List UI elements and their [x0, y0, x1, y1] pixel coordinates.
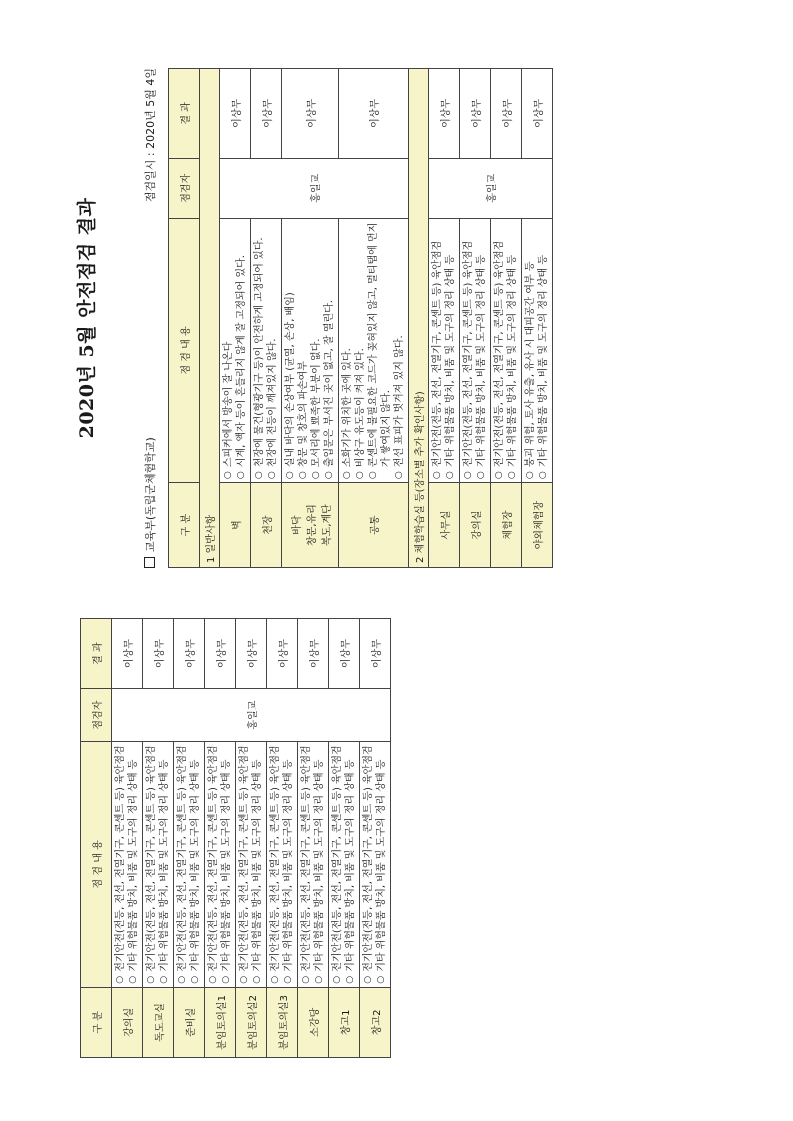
- row-result: 이상무: [143, 619, 174, 689]
- row-category: 체험장: [491, 483, 522, 568]
- table-row: [282, 69, 339, 568]
- row-content: [174, 741, 205, 987]
- header-content: 점 검 내 용: [81, 741, 112, 987]
- check-list: [362, 745, 388, 984]
- check-item: ○ 기타 위험물품 방치, 비품 및 도구의 정리 상태 등: [251, 745, 264, 984]
- table-header-row: [169, 69, 200, 568]
- row-category: 천장: [251, 483, 282, 568]
- check-item: ○ 전기안전(전등, 전선, 전열기구, 콘센트 등) 육안점검: [362, 745, 375, 984]
- section-header: [200, 69, 220, 568]
- check-item: ○ 기타 위험물품 방치, 비품 및 도구의 정리 상태 등: [444, 222, 457, 479]
- header-category: 구 분: [81, 987, 112, 1057]
- row-result: 이상무: [298, 619, 329, 689]
- inspection-table-2: [80, 618, 391, 1058]
- check-item: ○ 출입문은 부서진 곳이 없고, 잘 열린다.: [323, 222, 336, 479]
- table-row: [329, 619, 360, 1058]
- inspector-name: 홍일교: [429, 158, 553, 218]
- check-list: [114, 745, 140, 984]
- row-content: [522, 218, 553, 482]
- row-content: [298, 741, 329, 987]
- row-content: [460, 218, 491, 482]
- check-item: ○ 기타 위험물품 방치, 비품 및 도구의 정리 상태 등: [375, 745, 388, 984]
- check-list: [222, 222, 248, 479]
- check-list: [145, 745, 171, 984]
- check-list: [300, 745, 326, 984]
- table-row: [298, 619, 329, 1058]
- row-content: [267, 741, 298, 987]
- row-result: 이상무: [251, 69, 282, 159]
- school-label: 교육부(독립군체험학교): [144, 437, 157, 552]
- inspector-name: 홍일교: [112, 689, 391, 742]
- table-row: [267, 619, 298, 1058]
- check-item: ○ 기타 위험물품 방치, 비품 및 도구의 정리 상태 등: [506, 222, 519, 479]
- row-content: [112, 741, 143, 987]
- check-item: ○ 전기안전(전등, 전선, 전열기구, 콘센트 등) 육안점검: [176, 745, 189, 984]
- row-content: [339, 218, 409, 482]
- table-row: [491, 69, 522, 568]
- check-list: [524, 222, 550, 479]
- section-header: [409, 69, 429, 568]
- row-result: 이상무: [360, 619, 391, 689]
- row-result: 이상무: [112, 619, 143, 689]
- check-item: ○ 전기안전(전등, 전선, 전열기구, 콘센트 등) 육안점검: [238, 745, 251, 984]
- row-category: 야외체험장: [522, 483, 553, 568]
- check-item: ○ 전기안전(전등, 전선, 전열기구, 콘센트 등) 육안점검: [493, 222, 506, 479]
- check-item: ○ 기타 위험물품 방치, 비품 및 도구의 정리 상태 등: [537, 222, 550, 479]
- row-result: 이상무: [174, 619, 205, 689]
- row-category: 바닥 창문,유리 복도,계단: [282, 483, 339, 568]
- row-category: 소강당: [298, 987, 329, 1057]
- inspection-date: 점검일시 : 2020년 5월 4일: [144, 68, 157, 203]
- row-category: 벽: [220, 483, 251, 568]
- check-item: ○ 기타 위험물품 방치, 비품 및 도구의 정리 상태 등: [220, 745, 233, 984]
- check-list: [331, 745, 357, 984]
- check-item: ○ 전기안전(전등, 전선, 전열기구, 콘센트 등) 육안점검: [145, 745, 158, 984]
- row-content: [205, 741, 236, 987]
- check-item: ○ 전기안전(전등, 전선, 전열기구, 콘센트 등) 육안점검: [300, 745, 313, 984]
- row-category: 분임토의실1: [205, 987, 236, 1057]
- row-category: 사무실: [429, 483, 460, 568]
- table-row: [143, 619, 174, 1058]
- table-row: [429, 69, 460, 568]
- row-result: 이상무: [220, 69, 251, 159]
- check-list: [269, 745, 295, 984]
- table-row: [112, 619, 143, 1058]
- inspection-table-1: [168, 68, 553, 568]
- row-result: 이상무: [491, 69, 522, 159]
- check-item: ○ 스피커에서 방송이 잘 나온다: [222, 222, 235, 479]
- row-result: 이상무: [429, 69, 460, 159]
- page-title: 2020년 5월 안전점검 결과: [76, 197, 98, 439]
- table-row: [460, 69, 491, 568]
- table-header-row: [81, 619, 112, 1058]
- row-category: 분임토의실2: [236, 987, 267, 1057]
- check-list: [493, 222, 519, 479]
- check-list: [462, 222, 488, 479]
- header-result: 결 과: [81, 619, 112, 689]
- row-content: [329, 741, 360, 987]
- row-content: [220, 218, 251, 482]
- check-item: ○ 전기안전(전등, 전선, 전열기구, 콘센트 등) 육안점검: [331, 745, 344, 984]
- check-item: ○ 기타 위험물품 방치, 비품 및 도구의 정리 상태 등: [189, 745, 202, 984]
- check-item: ○ 실내 바닥의 손상여부 (균열, 손상, 배임): [284, 222, 297, 479]
- header-category: 구 분: [169, 483, 200, 568]
- check-item: ○ 전기안전(전등, 전선, 전열기구, 콘센트 등) 육안점검: [431, 222, 444, 479]
- row-result: 이상무: [236, 619, 267, 689]
- row-content: [491, 218, 522, 482]
- page-subheader: [142, 68, 156, 568]
- row-content: [282, 218, 339, 482]
- table-row: [236, 619, 267, 1058]
- check-item: ○ 전기안전(전등, 전선, 전열기구, 콘센트 등) 육안점검: [114, 745, 127, 984]
- table-row: [251, 69, 282, 568]
- row-content: [251, 218, 282, 482]
- check-item: ○ 천장에 전등이 깨져있지 않다.: [266, 222, 279, 479]
- check-item: ○ 기타 위험물품 방치, 비품 및 도구의 정리 상태 등: [313, 745, 326, 984]
- row-result: 이상무: [205, 619, 236, 689]
- check-item: ○ 콘센트에 불필요한 코드가 꽂혀있지 않고, 멀티탭에 먼지가 쌓여있지 않다.: [367, 222, 393, 479]
- check-item: ○ 전기안전(전등, 전선, 전열기구, 콘센트 등) 육안점검: [207, 745, 220, 984]
- row-result: 이상무: [282, 69, 339, 159]
- table-row: [339, 69, 409, 568]
- header-inspector: 점검자: [169, 158, 200, 218]
- table-row: [174, 619, 205, 1058]
- section-label: 1 일반사항: [200, 69, 220, 568]
- header-content: 점 검 내 용: [169, 218, 200, 482]
- row-content: [236, 741, 267, 987]
- school-name: [142, 437, 158, 568]
- check-list: [431, 222, 457, 479]
- check-item: ○ 시계, 액자 등이 흔들리지 않게 잘 고정되어 있다.: [235, 222, 248, 479]
- check-item: ○ 기타 위험물품 방치, 비품 및 도구의 정리 상태 등: [475, 222, 488, 479]
- check-list: [176, 745, 202, 984]
- row-result: 이상무: [267, 619, 298, 689]
- row-category: 강의실: [460, 483, 491, 568]
- check-item: ○ 창문 및 창호의 파손여부: [297, 222, 310, 479]
- check-list: [284, 222, 336, 479]
- check-item: ○ 붕괴 위험, 토사 유출, 유사 시 대피공간 여부 등: [524, 222, 537, 479]
- row-result: 이상무: [329, 619, 360, 689]
- row-category: 공통: [339, 483, 409, 568]
- table-row: [522, 69, 553, 568]
- inspection-page-2: [80, 618, 710, 1058]
- check-item: ○ 기타 위험물품 방치, 비품 및 도구의 정리 상태 등: [282, 745, 295, 984]
- check-item: ○ 기타 위험물품 방치, 비품 및 도구의 정리 상태 등: [127, 745, 140, 984]
- check-list: [341, 222, 406, 479]
- check-item: ○ 기타 위험물품 방치, 비품 및 도구의 정리 상태 등: [158, 745, 171, 984]
- check-list: [253, 222, 279, 479]
- check-item: ○ 기타 위험물품 방치, 비품 및 도구의 정리 상태 등: [344, 745, 357, 984]
- check-list: [207, 745, 233, 984]
- check-item: ○ 천장에 물건(형광기구 등)이 안전하게 고정되어 있다.: [253, 222, 266, 479]
- row-content: [143, 741, 174, 987]
- row-category: 강의실: [112, 987, 143, 1057]
- row-category: 준비실: [174, 987, 205, 1057]
- section-label: 2 체험학습실 등(장소별 추가 확인사항): [409, 69, 429, 568]
- check-item: ○ 전기안전(전등, 전선, 전열기구, 콘센트 등) 육안점검: [462, 222, 475, 479]
- row-content: [429, 218, 460, 482]
- check-item: ○ 전선 표피가 벗겨져 있지 않다.: [393, 222, 406, 479]
- row-category: 독도교실: [143, 987, 174, 1057]
- inspection-page-1: [76, 68, 728, 568]
- table-row: [220, 69, 251, 568]
- header-result: 결 과: [169, 69, 200, 159]
- row-category: 분임토의실3: [267, 987, 298, 1057]
- inspector-name: 홍일교: [220, 158, 409, 218]
- row-result: 이상무: [522, 69, 553, 159]
- row-category: 창고1: [329, 987, 360, 1057]
- table-row: [360, 619, 391, 1058]
- row-content: [360, 741, 391, 987]
- row-result: 이상무: [460, 69, 491, 159]
- row-category: 창고2: [360, 987, 391, 1057]
- header-inspector: 점검자: [81, 689, 112, 742]
- check-item: ○ 모서리에 뾰족한 부분이 없다.: [310, 222, 323, 479]
- row-result: 이상무: [339, 69, 409, 159]
- table-row: [205, 619, 236, 1058]
- check-item: ○ 전기안전(전등, 전선, 전열기구, 콘센트 등) 육안점검: [269, 745, 282, 984]
- checkbox-icon: [144, 557, 155, 568]
- check-list: [238, 745, 264, 984]
- check-item: ○ 비상구 유도등이 켜져 있다.: [354, 222, 367, 479]
- check-item: ○ 소화기가 위치한 곳에 있다.: [341, 222, 354, 479]
